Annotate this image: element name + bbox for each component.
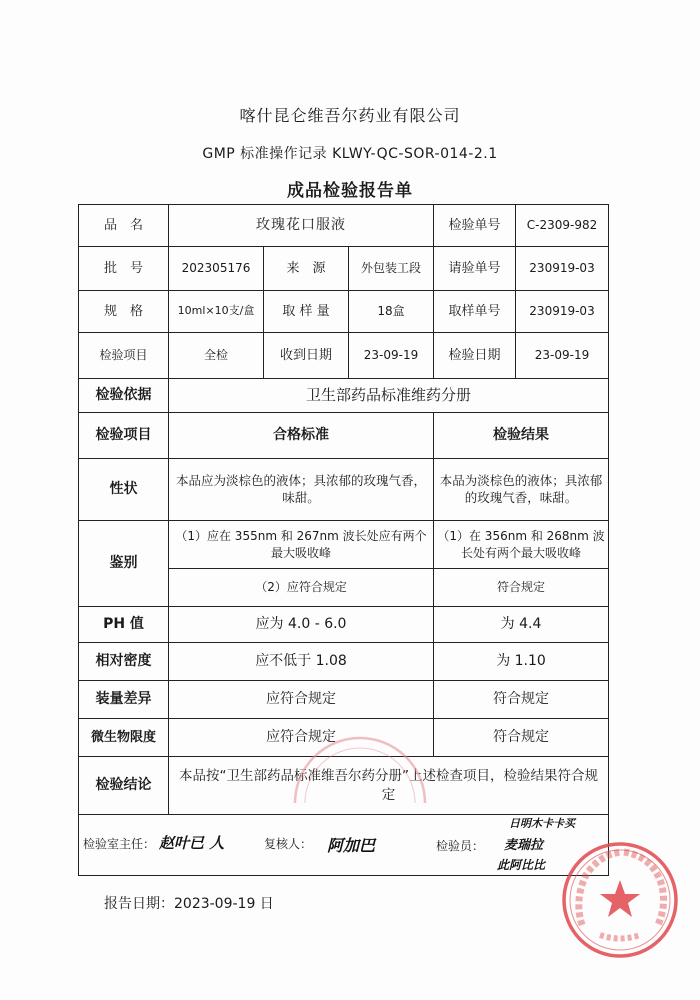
source-label: 来 源 [264, 247, 349, 291]
appearance-result: 本品为淡棕色的液体；具浓郁的玫瑰气香，味甜。 [434, 459, 609, 521]
identification-standard-1: （1）应在 355nm 和 267nm 波长处应有两个最大吸收峰 [169, 521, 434, 569]
density-standard: 应不低于 1.08 [169, 643, 434, 681]
conclusion-text: 本品按“卫生部药品标准维吾尔药分册”上述检查项目，检验结果符合规定 [169, 757, 609, 815]
basis-label: 检验依据 [79, 379, 169, 413]
lab-director-label: 检验室主任： [83, 837, 156, 851]
product-name-value: 玫瑰花口服液 [169, 205, 434, 247]
table-row [79, 291, 609, 333]
source-value: 外包装工段 [349, 247, 434, 291]
table-row [79, 607, 609, 643]
microbial-result: 符合规定 [434, 719, 609, 757]
batch-label: 批 号 [79, 247, 169, 291]
table-row [79, 413, 609, 459]
identification-result-1: （1）在 356nm 和 268nm 波长处有两个最大吸收峰 [434, 521, 609, 569]
request-no-label: 请验单号 [434, 247, 516, 291]
density-result: 为 1.10 [434, 643, 609, 681]
inspector-signature-2: 麦瑞拉 [504, 838, 544, 853]
inspector-label: 检验员： [436, 839, 485, 853]
sample-qty-value: 18盒 [349, 291, 434, 333]
gmp-record-number: GMP 标准操作记录 KLWY-QC-SOR-014-2.1 [202, 146, 498, 162]
spec-value: 10ml×10支/盒 [169, 291, 264, 333]
microbial-standard: 应符合规定 [169, 719, 434, 757]
filling-label: 装量差异 [79, 681, 169, 719]
table-row [79, 205, 609, 247]
inspection-no-label: 检验单号 [434, 205, 516, 247]
inspector-signature-1: 日明木卡卡买 [509, 817, 575, 830]
table-row [79, 379, 609, 413]
sample-no-label: 取样单号 [434, 291, 516, 333]
sample-no-value: 230919-03 [516, 291, 609, 333]
test-date-value: 23-09-19 [516, 333, 609, 379]
density-label: 相对密度 [79, 643, 169, 681]
report-title: 成品检验报告单 [287, 181, 413, 201]
filling-result: 符合规定 [434, 681, 609, 719]
spec-label: 规 格 [79, 291, 169, 333]
inspection-no-value: C-2309-982 [516, 205, 609, 247]
ph-label: PH 值 [79, 607, 169, 643]
company-name: 喀什昆仑维吾尔药业有限公司 [239, 106, 461, 125]
test-date-label: 检验日期 [434, 333, 516, 379]
identification-label: 鉴别 [79, 521, 169, 607]
identification-standard-2: （2）应符合规定 [169, 569, 434, 607]
received-date-label: 收到日期 [264, 333, 349, 379]
report-date: 报告日期：2023-09-19 日 [104, 896, 274, 912]
quality-seal-stamp [560, 840, 680, 960]
reviewer-signature: 阿加巴 [327, 836, 376, 855]
product-name-label: 品 名 [79, 205, 169, 247]
table-row [79, 681, 609, 719]
faint-seal-stamp [285, 725, 435, 805]
identification-result-2: 符合规定 [434, 569, 609, 607]
table-row [79, 521, 609, 569]
basis-value: 卫生部药品标准维药分册 [169, 379, 609, 413]
request-no-value: 230919-03 [516, 247, 609, 291]
reviewer-label: 复核人： [264, 837, 313, 851]
filling-standard: 应符合规定 [169, 681, 434, 719]
table-row [79, 333, 609, 379]
column-header-standard: 合格标准 [169, 413, 434, 459]
test-item-label: 检验项目 [79, 333, 169, 379]
inspector-signature-3: 此阿比比 [497, 858, 546, 872]
conclusion-label: 检验结论 [79, 757, 169, 815]
table-row [79, 247, 609, 291]
table-row [79, 815, 609, 876]
test-item-value: 全检 [169, 333, 264, 379]
received-date-value: 23-09-19 [349, 333, 434, 379]
column-header-result: 检验结果 [434, 413, 609, 459]
appearance-label: 性状 [79, 459, 169, 521]
column-header-item: 检验项目 [79, 413, 169, 459]
table-row [79, 459, 609, 521]
sample-qty-label: 取 样 量 [264, 291, 349, 333]
table-row [79, 643, 609, 681]
lab-director-signature: 赵叶已 人 [159, 834, 225, 852]
microbial-label: 微生物限度 [79, 719, 169, 757]
batch-value: 202305176 [169, 247, 264, 291]
ph-standard: 应为 4.0 - 6.0 [169, 607, 434, 643]
signature-row [79, 815, 609, 876]
appearance-standard: 本品应为淡棕色的液体；具浓郁的玫瑰气香，味甜。 [169, 459, 434, 521]
ph-result: 为 4.4 [434, 607, 609, 643]
